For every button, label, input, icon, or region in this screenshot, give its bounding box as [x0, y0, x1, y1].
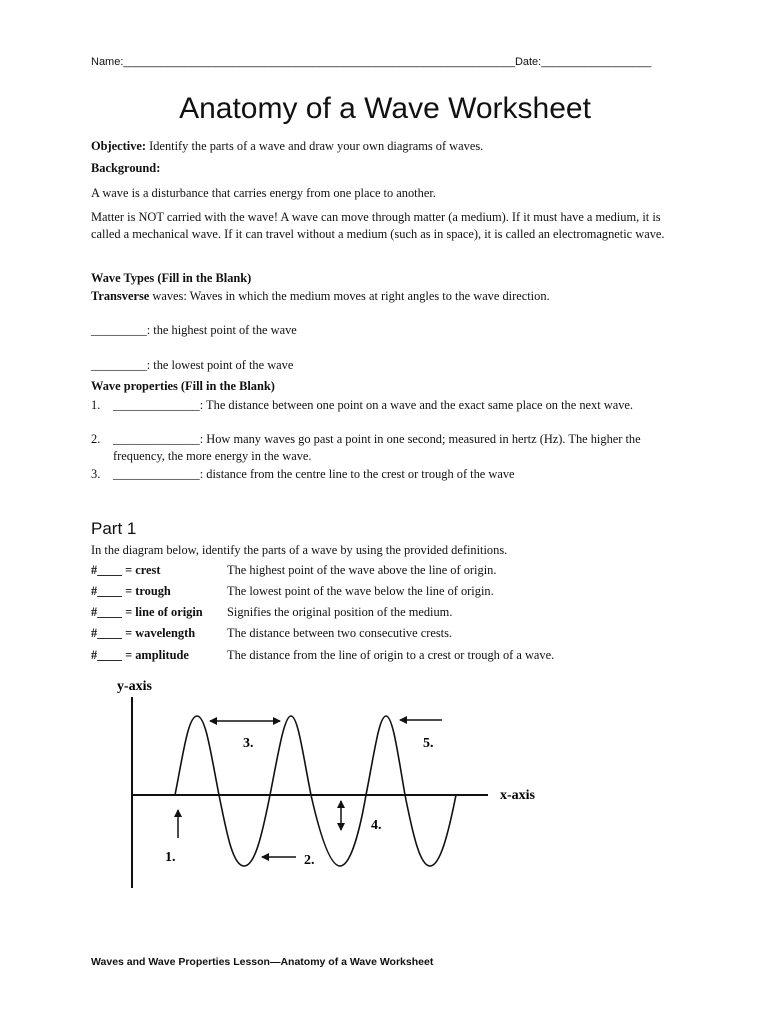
wave-properties-heading: Wave properties (Fill in the Blank): [91, 379, 275, 393]
definition-text: The lowest point of the wave below the line of origin.: [227, 584, 494, 598]
name-blank: ________________________________________________________________: [123, 56, 515, 68]
diagram-label-5: 5.: [423, 736, 434, 751]
part1-heading: Part 1: [91, 519, 137, 538]
definition-label: #____ = crest: [91, 563, 161, 577]
definition-label: #____ = line of origin: [91, 605, 203, 619]
definition-text: Signifies the original position of the medium.: [227, 605, 453, 619]
background-p1: A wave is a disturbance that carries energy from one place to another.: [91, 186, 436, 200]
transverse-label: Transverse: [91, 289, 150, 303]
wave-curve: [175, 716, 456, 866]
property-item: ______________: How many waves go past a point in one second; measured in hertz (Hz). The higher the frequency, the more energy in the wave.: [113, 432, 641, 463]
background-p2: Matter is NOT carried with the wave! A wave can move through matter (a medium). If it must have a medium, it is called a mechanical wave. If it can travel without a medium (such as in space), it is called an electromagnetic wave.: [91, 210, 665, 241]
background-heading: Background:: [91, 161, 161, 175]
definition-label: #____ = trough: [91, 584, 171, 598]
page-title: Anatomy of a Wave Worksheet: [179, 92, 591, 125]
diagram-label-2: 2.: [304, 853, 315, 868]
part1-intro: In the diagram below, identify the parts of a wave by using the provided definitions.: [91, 543, 508, 557]
definition-text: The distance from the line of origin to a crest or trough of a wave.: [227, 648, 555, 662]
diagram-label-3: 3.: [243, 736, 254, 751]
property-number: 3.: [91, 467, 101, 481]
definition-label: #____ = amplitude: [91, 648, 189, 662]
page-footer: Waves and Wave Properties Lesson—Anatomy of a Wave Worksheet: [91, 956, 434, 968]
diagram-label-1: 1.: [165, 850, 176, 865]
date-label: Date:: [514, 56, 542, 68]
property-item: ______________: The distance between one point on a wave and the exact same place on the next wave.: [113, 398, 634, 412]
definition-label: #____ = wavelength: [91, 626, 196, 640]
x-axis-label: x-axis: [500, 788, 535, 803]
date-blank: __________________: [541, 56, 652, 68]
property-number: 1.: [91, 398, 101, 412]
property-item: ______________: distance from the centre line to the crest or trough of the wave: [113, 467, 515, 481]
diagram-label-4: 4.: [371, 818, 382, 833]
definition-text: The distance between two consecutive crests.: [227, 626, 453, 640]
objective-text: Identify the parts of a wave and draw your own diagrams of waves.: [146, 139, 484, 153]
property-number: 2.: [91, 432, 101, 446]
objective-label: Objective:: [91, 139, 147, 153]
trough-blank: _________: the lowest point of the wave: [91, 358, 294, 372]
transverse-text: waves: Waves in which the medium moves at right angles to the wave direction.: [149, 289, 550, 303]
crest-blank: _________: the highest point of the wave: [91, 323, 297, 337]
wave-types-heading: Wave Types (Fill in the Blank): [91, 271, 252, 285]
definition-text: The highest point of the wave above the line of origin.: [227, 563, 497, 577]
name-label: Name:: [91, 56, 124, 68]
y-axis-label: y-axis: [117, 679, 152, 694]
